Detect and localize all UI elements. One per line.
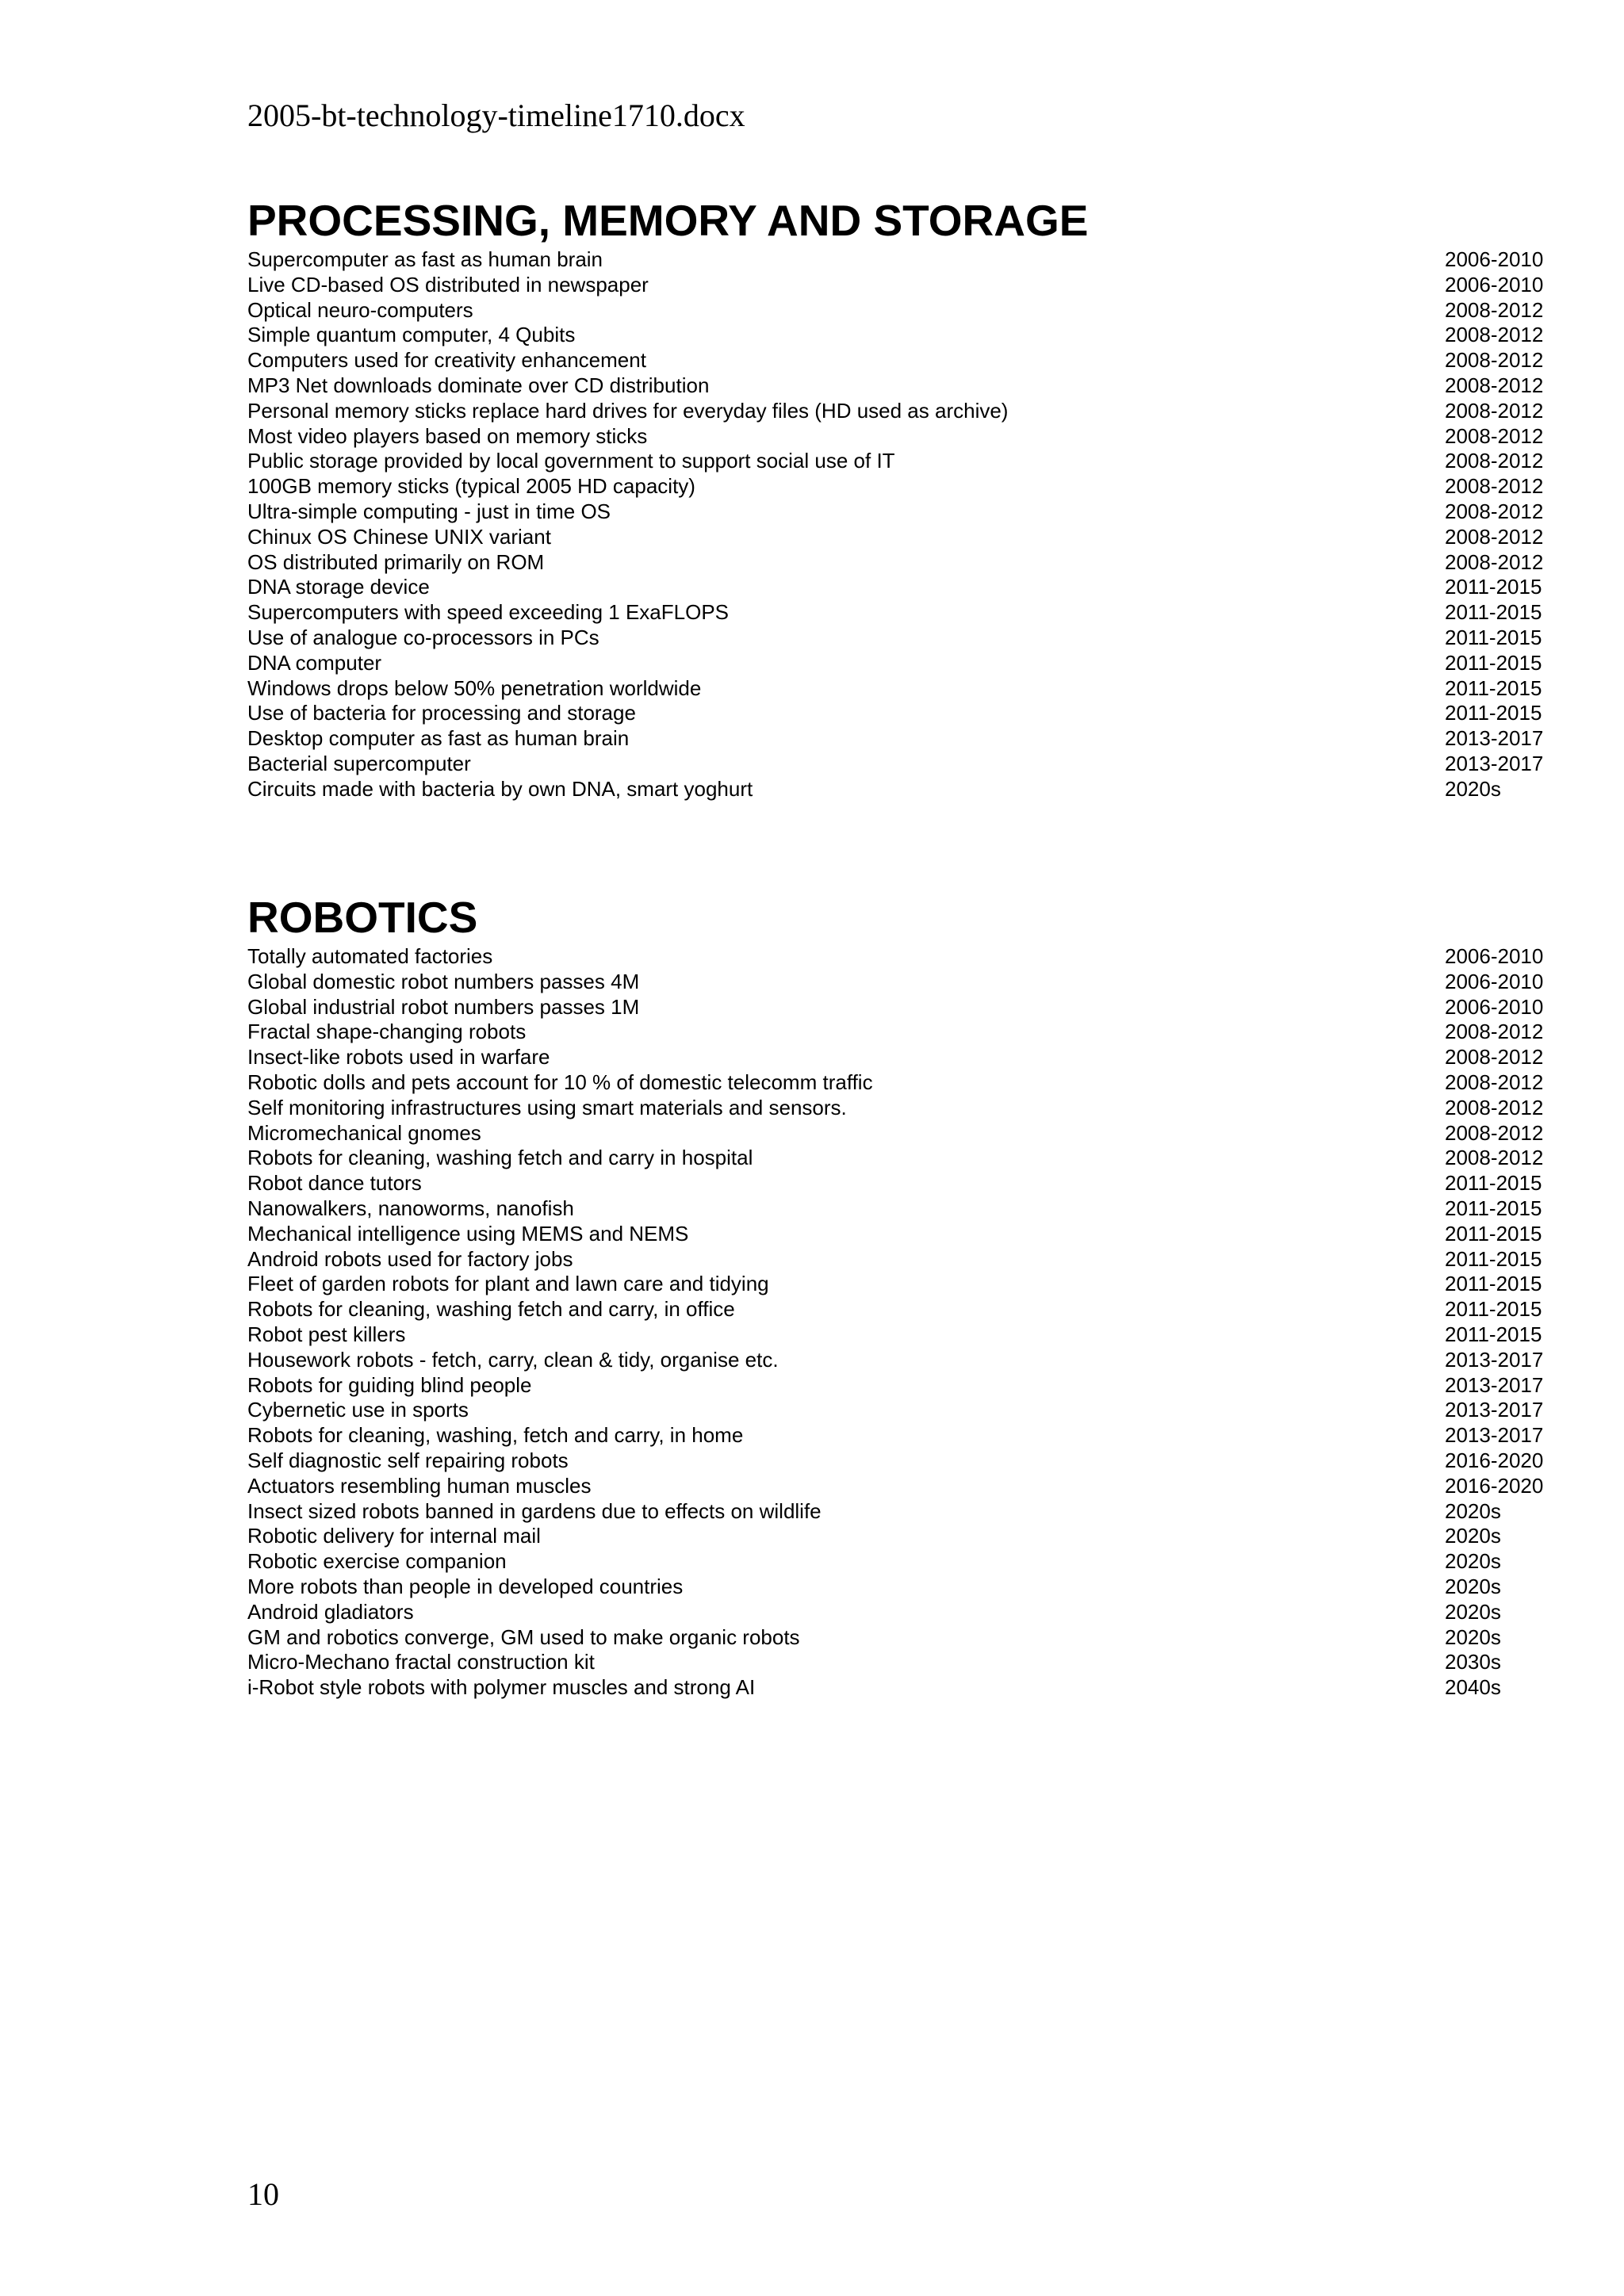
timeline-item-date: 2013-2017 [1445,726,1544,751]
timeline-item-date: 2008-2012 [1445,1020,1544,1044]
timeline-item-date: 2020s [1445,1624,1501,1649]
timeline-item-date: 2008-2012 [1445,373,1544,397]
document-header-filename: 2005-bt-technology-timeline1710.docx [247,98,745,133]
timeline-item-date: 2020s [1445,1574,1501,1598]
timeline-row [247,1171,1548,1196]
timeline-item-text: Global domestic robot numbers passes 4M [247,969,640,993]
timeline-row [247,298,1548,323]
timeline-item-date: 2008-2012 [1445,323,1544,347]
timeline-row [247,525,1548,550]
timeline-item-text: Insect-like robots used in warfare [247,1045,550,1070]
timeline-row [247,1196,1548,1222]
timeline-item-text: DNA storage device [247,575,430,599]
timeline-item-text: Android robots used for factory jobs [247,1246,573,1271]
timeline-row [247,1045,1548,1070]
timeline-item-text: GM and robotics converge, GM used to make organic robots [247,1624,800,1649]
timeline-row [247,1675,1548,1701]
timeline-item-text: Actuators resembling human muscles [247,1473,592,1498]
timeline-item-text: Robots for cleaning, washing, fetch and carry, in home [247,1423,744,1448]
timeline-item-date: 2008-2012 [1445,1120,1544,1145]
timeline-item-text: Self diagnostic self repairing robots [247,1448,569,1472]
timeline-item-date: 2016-2020 [1445,1473,1544,1498]
timeline-item-date: 2020s [1445,776,1501,801]
timeline-row [247,651,1548,676]
timeline-item-text: Fractal shape-changing robots [247,1020,527,1044]
timeline-item-date: 2008-2012 [1445,524,1544,549]
timeline-item-text: Supercomputer as fast as human brain [247,247,603,271]
timeline-item-text: Public storage provided by local government to support social use of IT [247,449,895,473]
timeline-item-date: 2008-2012 [1445,499,1544,523]
timeline-row [247,1549,1548,1575]
timeline-row [247,323,1548,348]
timeline-item-date: 2020s [1445,1549,1501,1574]
timeline-row [247,550,1548,576]
timeline-item-date: 2008-2012 [1445,1045,1544,1070]
timeline-item-text: Desktop computer as fast as human brain [247,726,630,751]
timeline-row [247,600,1548,626]
timeline-item-text: Robots for guiding blind people [247,1372,532,1397]
timeline-row [247,995,1548,1020]
timeline-item-date: 2013-2017 [1445,1423,1544,1448]
page-number: 10 [247,2176,279,2212]
timeline-row [247,1524,1548,1549]
timeline-item-text: Robots for cleaning, washing fetch and carry, in office [247,1297,735,1322]
timeline-item-text: Robotic exercise companion [247,1549,507,1574]
timeline-item-date: 2006-2010 [1445,272,1544,297]
timeline-row [247,1272,1548,1297]
timeline-row [247,474,1548,499]
timeline-item-text: Chinux OS Chinese UNIX variant [247,524,551,549]
timeline-item-date: 2016-2020 [1445,1448,1544,1472]
timeline-item-text: Mechanical intelligence using MEMS and NEMS [247,1221,689,1246]
timeline-item-text: Insect sized robots banned in gardens due to effects on wildlife [247,1498,822,1523]
timeline-item-text: Use of analogue co-processors in PCs [247,625,599,649]
timeline-row [247,247,1548,273]
timeline-item-date: 2011-2015 [1445,1221,1542,1246]
timeline-row [247,1499,1548,1525]
timeline-row [247,1146,1548,1171]
timeline-item-text: Totally automated factories [247,944,493,968]
timeline-item-text: Robotic dolls and pets account for 10 % of domestic telecomm traffic [247,1070,873,1094]
timeline-item-date: 2011-2015 [1445,1246,1542,1271]
timeline-item-date: 2020s [1445,1524,1501,1548]
timeline-item-date: 2008-2012 [1445,1095,1544,1119]
timeline-item-date: 2008-2012 [1445,1070,1544,1094]
timeline-row [247,1297,1548,1322]
timeline-item-date: 2011-2015 [1445,1272,1542,1296]
timeline-list [247,247,1548,802]
timeline-item-date: 2013-2017 [1445,1347,1544,1372]
timeline-row [247,1222,1548,1247]
timeline-row [247,1020,1548,1045]
timeline-item-text: Windows drops below 50% penetration worldwide [247,675,702,700]
timeline-row [247,701,1548,726]
timeline-item-text: Computers used for creativity enhancement [247,348,646,373]
section-robotics [247,892,1548,1701]
timeline-row [247,575,1548,600]
timeline-item-date: 2011-2015 [1445,600,1542,625]
timeline-list [247,944,1548,1701]
timeline-item-text: More robots than people in developed countries [247,1574,684,1598]
timeline-item-text: Optical neuro-computers [247,297,473,322]
timeline-row [247,1096,1548,1121]
timeline-row [247,1575,1548,1600]
timeline-row [247,1348,1548,1373]
timeline-item-text: Micromechanical gnomes [247,1120,481,1145]
section-heading: PROCESSING, MEMORY AND STORAGE [247,196,1089,245]
timeline-row [247,626,1548,651]
timeline-item-text: Simple quantum computer, 4 Qubits [247,323,576,347]
timeline-item-date: 2020s [1445,1599,1501,1624]
timeline-row [247,1121,1548,1146]
timeline-item-text: Nanowalkers, nanoworms, nanofish [247,1196,574,1220]
timeline-item-text: OS distributed primarily on ROM [247,549,545,574]
timeline-row [247,399,1548,424]
timeline-item-date: 2008-2012 [1445,474,1544,499]
timeline-item-date: 2008-2012 [1445,1146,1544,1170]
timeline-item-date: 2008-2012 [1445,398,1544,423]
timeline-item-date: 2008-2012 [1445,297,1544,322]
timeline-row [247,1373,1548,1399]
timeline-row [247,1398,1548,1423]
timeline-item-text: MP3 Net downloads dominate over CD distribution [247,373,710,397]
timeline-item-date: 2020s [1445,1498,1501,1523]
timeline-item-date: 2011-2015 [1445,575,1542,599]
timeline-item-text: Robot dance tutors [247,1171,422,1196]
timeline-item-text: Use of bacteria for processing and storage [247,701,636,725]
timeline-row [247,726,1548,752]
timeline-item-date: 2011-2015 [1445,701,1542,725]
timeline-item-date: 2013-2017 [1445,751,1544,775]
timeline-item-date: 2008-2012 [1445,348,1544,373]
timeline-item-text: Housework robots - fetch, carry, clean & tidy, organise etc. [247,1347,779,1372]
timeline-item-text: Ultra-simple computing - just in time OS [247,499,611,523]
timeline-row [247,449,1548,474]
timeline-item-text: Robot pest killers [247,1322,406,1346]
timeline-item-text: DNA computer [247,650,382,675]
timeline-item-date: 2008-2012 [1445,423,1544,448]
timeline-row [247,752,1548,777]
timeline-row [247,1070,1548,1096]
timeline-row [247,1650,1548,1675]
timeline-row [247,1322,1548,1348]
timeline-item-text: Robots for cleaning, washing fetch and carry in hospital [247,1146,753,1170]
timeline-item-text: 100GB memory sticks (typical 2005 HD capacity) [247,474,695,499]
timeline-item-text: Fleet of garden robots for plant and lawn care and tidying [247,1272,769,1296]
timeline-item-date: 2011-2015 [1445,1171,1542,1196]
timeline-row [247,944,1548,970]
timeline-item-date: 2011-2015 [1445,1196,1542,1220]
timeline-row [247,499,1548,525]
timeline-row [247,1448,1548,1474]
timeline-item-date: 2011-2015 [1445,1322,1542,1346]
timeline-item-text: Personal memory sticks replace hard drives for everyday files (HD used as archive) [247,398,1009,423]
timeline-row [247,1474,1548,1499]
timeline-row [247,1600,1548,1625]
timeline-row [247,1625,1548,1651]
timeline-item-text: Most video players based on memory sticks [247,423,648,448]
timeline-item-text: Self monitoring infrastructures using smart materials and sensors. [247,1095,847,1119]
section-processing-memory-storage [247,195,1548,802]
timeline-item-text: Micro-Mechano fractal construction kit [247,1650,595,1674]
timeline-row [247,1247,1548,1272]
timeline-item-text: Global industrial robot numbers passes 1M [247,994,640,1019]
timeline-item-date: 2011-2015 [1445,625,1542,649]
timeline-row [247,1423,1548,1448]
timeline-item-text: Supercomputers with speed exceeding 1 ExaFLOPS [247,600,730,625]
timeline-item-date: 2030s [1445,1650,1501,1674]
timeline-item-date: 2006-2010 [1445,994,1544,1019]
timeline-row [247,348,1548,373]
timeline-item-text: i-Robot style robots with polymer muscles and strong AI [247,1675,756,1700]
timeline-item-date: 2006-2010 [1445,969,1544,993]
timeline-item-date: 2008-2012 [1445,449,1544,473]
timeline-item-text: Cybernetic use in sports [247,1398,469,1422]
section-heading: ROBOTICS [247,893,478,942]
timeline-row [247,777,1548,802]
timeline-item-date: 2011-2015 [1445,1297,1542,1322]
timeline-item-date: 2013-2017 [1445,1372,1544,1397]
timeline-item-date: 2011-2015 [1445,675,1542,700]
timeline-item-date: 2040s [1445,1675,1501,1700]
timeline-row [247,676,1548,702]
timeline-row [247,424,1548,450]
timeline-row [247,373,1548,399]
timeline-item-text: Robotic delivery for internal mail [247,1524,541,1548]
timeline-item-text: Circuits made with bacteria by own DNA, smart yoghurt [247,776,753,801]
timeline-row [247,273,1548,298]
timeline-item-text: Bacterial supercomputer [247,751,471,775]
timeline-item-date: 2013-2017 [1445,1398,1544,1422]
timeline-item-date: 2006-2010 [1445,944,1544,968]
timeline-item-text: Android gladiators [247,1599,414,1624]
timeline-row [247,970,1548,995]
timeline-item-date: 2011-2015 [1445,650,1542,675]
timeline-item-date: 2008-2012 [1445,549,1544,574]
timeline-item-text: Live CD-based OS distributed in newspaper [247,272,649,297]
timeline-item-date: 2006-2010 [1445,247,1544,271]
